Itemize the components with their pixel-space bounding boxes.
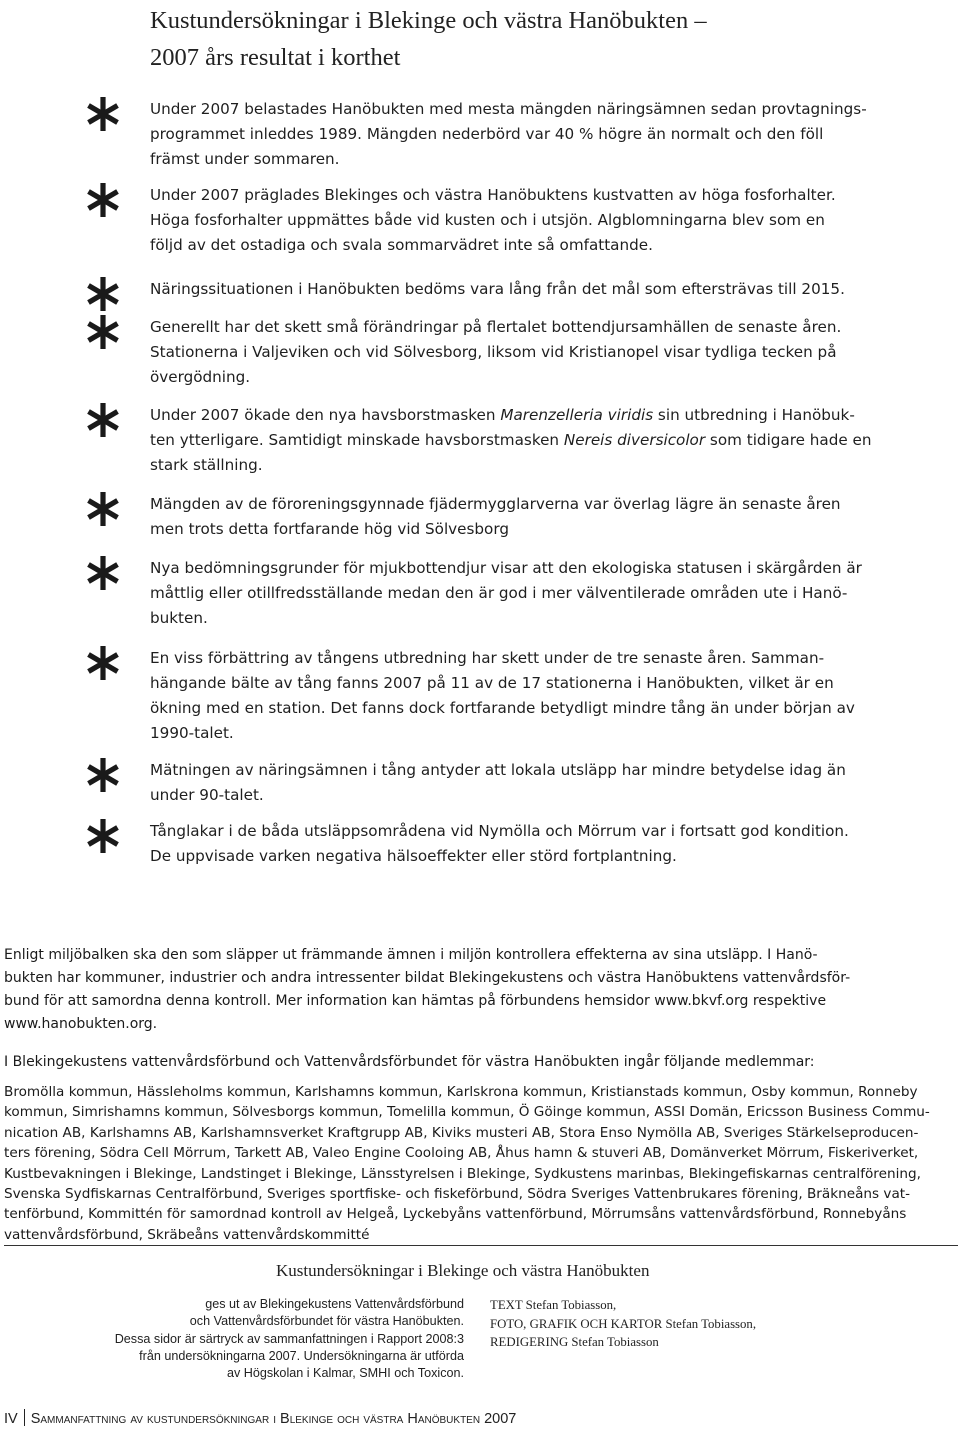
bullet-line: Generellt har det skett små förändringar på flertalet bottendjursamhällen de senaste åren.: [150, 318, 842, 336]
bullet-item: [150, 403, 872, 478]
publisher-line: av Högskolan i Kalmar, SMHI och Toxicon.: [226, 1366, 464, 1381]
title-line-2: 2007 års resultat i korthet: [150, 44, 401, 71]
asterisk-icon: [86, 401, 120, 439]
asterisk-icon: [86, 817, 120, 855]
bullet-line: Tånglakar i de båda utsläppsområdena vid Nymölla och Mörrum var i fortsatt god kondition.: [150, 822, 849, 840]
credit-line: TEXT Stefan Tobiasson,: [490, 1298, 617, 1312]
bullet-line: ökning med en station. Det fanns dock fortfarande betydligt mindre tång än under början av: [150, 699, 855, 717]
bullet-line: främst under sommaren.: [150, 150, 340, 168]
members-list: [4, 1082, 959, 1245]
species-name: Marenzelleria viridis: [500, 406, 654, 424]
bullet-item: [150, 183, 850, 258]
page-footer: [4, 1409, 516, 1428]
bullet-line: Mätningen av näringsämnen i tång antyder att lokala utsläpp har mindre betydelse idag än: [150, 761, 846, 779]
bullet-line: följd av det ostadiga och svala sommarvädret inte så omfattande.: [150, 236, 653, 254]
publisher-line: och Vattenvårdsförbundet för västra Hanöbukten.: [189, 1314, 464, 1329]
asterisk-icon: [86, 490, 120, 528]
bullet-item: [150, 492, 850, 542]
bullet-line: övergödning.: [150, 368, 251, 386]
bullet-line: programmet inleddes 1989. Mängden nederbörd var 40 % högre än normalt och den föll: [150, 125, 824, 143]
bullet-line: stark ställning.: [150, 456, 263, 474]
members-line: vattenvårdsförbund, Skräbeåns vattenvårdskommitté: [4, 1226, 370, 1243]
bullet-item: [150, 97, 867, 172]
bullet-item: [150, 277, 850, 302]
page-number: IV: [4, 1411, 18, 1427]
divider: [4, 1245, 958, 1246]
publisher-info: [115, 1296, 464, 1382]
bullet-item: [150, 758, 850, 808]
bullet-line: ten ytterligare. Samtidigt minskade havsborstmasken Nereis diversicolor som tidigare hade en: [150, 431, 872, 449]
intro-line: bukten har kommuner, industrier och andra intressenter bildat Blekingekustens och västra Hanöbuktens vattenvårdsför-: [4, 970, 851, 986]
bullet-line: De uppvisade varken negativa hälsoeffekter eller störd fortplantning.: [150, 847, 677, 865]
asterisk-icon: [86, 554, 120, 592]
publisher-line: ges ut av Blekingekustens Vattenvårdsförbund: [205, 1297, 464, 1311]
footer-separator: [24, 1409, 25, 1426]
species-name: Nereis diversicolor: [563, 431, 706, 449]
members-line: tenförbund, Kommittén för samordnad kontroll av Helgeå, Lyckebyåns vattenförbund, Mörrumsåns vattenvårdsförbund, Ronnebyåns: [4, 1206, 907, 1223]
members-line: ters förening, Södra Cell Mörrum, Tarkett AB, Valeo Engine Cooloing AB, Åhus hamn & stuveri AB, Domänverket Mörrum, Fiskeriverket,: [4, 1145, 919, 1162]
bullet-item: [150, 556, 862, 631]
bullet-line: bukten.: [150, 609, 208, 627]
asterisk-icon: [86, 95, 120, 133]
intro-line: bund för att samordna denna kontroll. Mer information kan hämtas på förbundens hemsidor www.bkvf.org respektive: [4, 993, 827, 1009]
members-line: Bromölla kommun, Hässleholms kommun, Karlshamns kommun, Karlskrona kommun, Kristianstads kommun, Osby kommun, Ronneby: [4, 1084, 918, 1100]
bullet-line: under 90-talet.: [150, 786, 264, 804]
bullet-line: Mängden av de föroreningsgynnade fjädermygglarverna var överlag lägre än senaste åren: [150, 495, 841, 513]
credit-line: REDIGERING Stefan Tobiasson: [490, 1335, 659, 1349]
members-line: nication AB, Karlshamns AB, Karlshamnsverket Kraftgrupp AB, Kiviks musteri AB, Stora Enso Nymölla AB, Sveriges Stärkelseproducen-: [4, 1124, 919, 1141]
asterisk-icon: [86, 181, 120, 219]
title-line-1: Kustundersökningar i Blekinge och västra Hanöbukten –: [150, 7, 707, 34]
footer-running-title: Sammanfattning av kustundersökningar i Blekinge och västra Hanöbukten 2007: [30, 1411, 517, 1427]
credit-line: FOTO, GRAFIK OCH KARTOR Stefan Tobiasson,: [490, 1316, 757, 1331]
bullet-line: 1990-talet.: [150, 724, 234, 742]
members-line: Svenska Sydfiskarnas Centralförbund, Sveriges sportfiske- och fiskeförbund, Södra Sveriges Vattenbrukares förening, Bräkneåns vat-: [4, 1186, 911, 1203]
members-heading: I Blekingekustens vattenvårdsförbund och Vattenvårdsförbundet för västra Hanöbukten ingår följande medlemmar:: [4, 1054, 815, 1070]
bullet-line: En viss förbättring av tångens utbredning har skett under de tre senaste åren. Samman-: [150, 649, 825, 667]
bullet-item: [150, 315, 850, 390]
intro-line: Enligt miljöbalken ska den som släpper ut främmande ämnen i miljön kontrollera effekterna av sina utsläpp. I Hanö-: [4, 947, 818, 963]
bullet-line: Nya bedömningsgrunder för mjukbottendjur visar att den ekologiska statusen i skärgården är: [150, 559, 862, 577]
publisher-line: från undersökningarna 2007. Undersökningarna är utförda: [139, 1348, 464, 1363]
bullet-line: Under 2007 belastades Hanöbukten med mesta mängden näringsämnen sedan provtagnings-: [150, 100, 867, 118]
asterisk-icon: [86, 275, 120, 313]
intro-line: www.hanobukten.org.: [4, 1016, 158, 1032]
page-title: [150, 2, 930, 76]
bullet-line: Näringssituationen i Hanöbukten bedöms vara lång från det mål som eftersträvas till 2015.: [150, 280, 845, 298]
credits: [490, 1296, 756, 1352]
bullet-line: Under 2007 ökade den nya havsborstmasken Marenzelleria viridis sin utbredning i Hanöbuk-: [150, 406, 855, 424]
asterisk-icon: [86, 313, 120, 351]
members-line: Kustbevakningen i Blekinge, Landstinget i Blekinge, Länsstyrelsen i Blekinge, Sydkustens marinbas, Blekingefiskarnas centralförening,: [4, 1165, 921, 1182]
bullet-line: Höga fosforhalter uppmättes både vid kusten och i utsjön. Algblomningarna blev som en: [150, 211, 825, 229]
footer-title: Kustundersökningar i Blekinge och västra Hanöbukten: [276, 1261, 650, 1280]
bullet-line: Stationerna i Valjeviken och vid Sölvesborg, liksom vid Kristianopel visar tydliga tecken på: [150, 343, 837, 361]
asterisk-icon: [86, 644, 120, 682]
bullet-item: [150, 646, 855, 746]
publisher-line: Dessa sidor är särtryck av sammanfattningen i Rapport 2008:3: [114, 1331, 464, 1346]
bullet-item: [150, 819, 850, 869]
bullet-line: hängande bälte av tång fanns 2007 på 11 av de 17 stationerna i Hanöbukten, vilket är en: [150, 674, 834, 692]
members-line: kommun, Simrishamns kommun, Sölvesborgs kommun, Tomelilla kommun, Ö Göinge kommun, ASSI Domän, Ericsson Business Commu-: [4, 1104, 930, 1121]
bullet-line: Under 2007 präglades Blekinges och västra Hanöbuktens kustvatten av höga fosforhalter.: [150, 186, 836, 204]
bullet-line: men trots detta fortfarande hög vid Sölvesborg: [150, 520, 509, 538]
intro-paragraph: [4, 944, 954, 1036]
bullet-line: måttlig eller otillfredsställande medan den är god i mer välventilerade områden ute i Hanö-: [150, 584, 848, 602]
asterisk-icon: [86, 756, 120, 794]
